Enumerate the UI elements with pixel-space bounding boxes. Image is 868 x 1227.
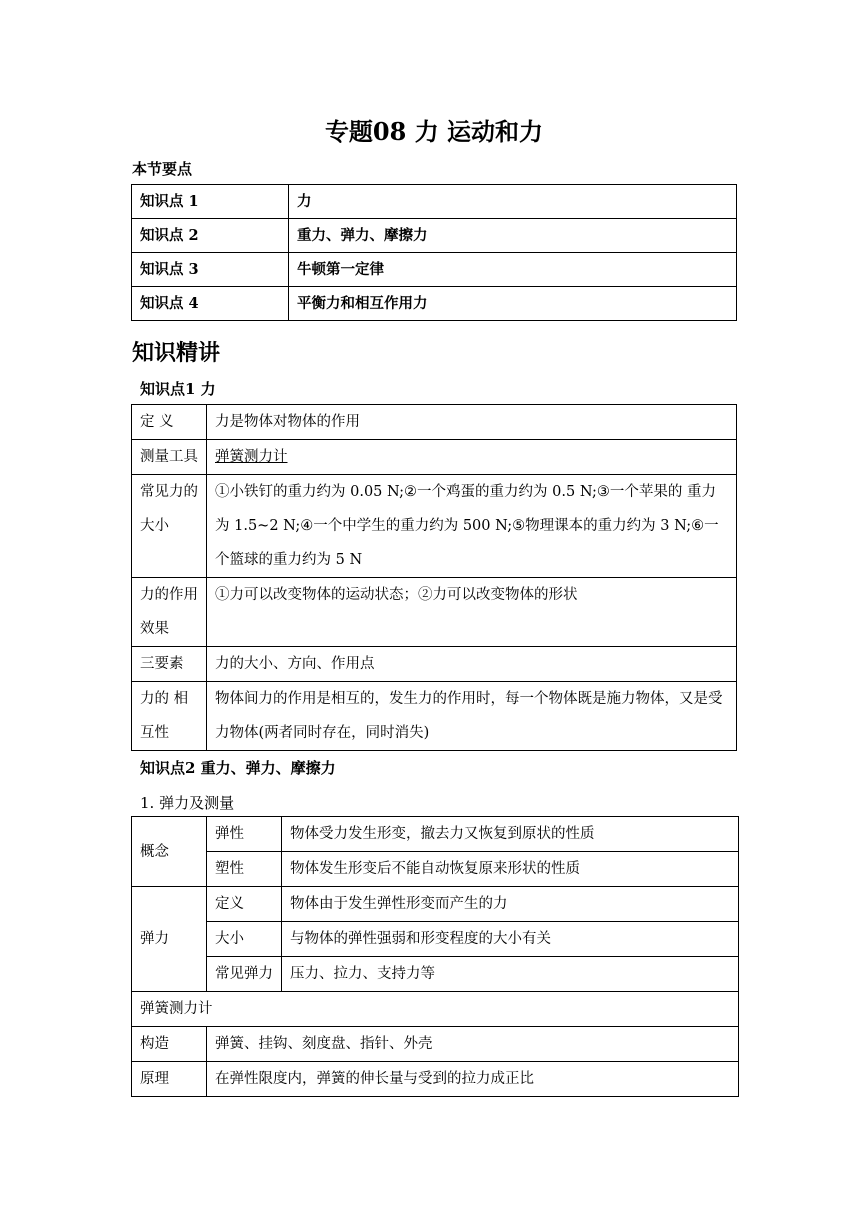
table-row	[132, 817, 739, 852]
elastic-value: 物体由于发生弹性形变而产生的力	[282, 887, 739, 922]
meter-sub-label: 原理	[132, 1062, 207, 1097]
kp1-label: 力的作用效果	[132, 578, 207, 647]
key-point-label: 知识点 1	[132, 185, 289, 219]
elastic-value: 与物体的弹性强弱和形变程度的大小有关	[282, 922, 739, 957]
elastic-sub-label: 常见弹力	[207, 957, 282, 992]
key-point-value: 力	[289, 185, 737, 219]
section-heading: 知识精讲	[132, 340, 221, 366]
key-point-label: 知识点 3	[132, 253, 289, 287]
table-row	[132, 887, 739, 922]
table-row	[132, 992, 739, 1027]
elastic-sub-label: 定义	[207, 887, 282, 922]
concept-sub-label: 塑性	[207, 852, 282, 887]
kp1-value: ①小铁钉的重力约为 0.05 N;②一个鸡蛋的重力约为 0.5 N;③一个苹果的 重力为 1.5~2 N;④一个中学生的重力约为 500 N;⑤物理课本的重力约为 3 N;⑥一个篮球的重力约为 5 N	[207, 475, 737, 578]
table-row	[132, 405, 737, 440]
table-row	[132, 1027, 739, 1062]
kp1-heading: 知识点1 力	[140, 380, 216, 398]
kp1-label: 力的 相互性	[132, 682, 207, 751]
kp1-value: 物体间力的作用是相互的，发生力的作用时，每一个物体既是施力物体，又是受 力物体(两者同时存在，同时消失)	[207, 682, 737, 751]
concept-label: 概念	[132, 817, 207, 887]
page-title: 专题08 力 运动和力	[324, 117, 544, 146]
table-row	[132, 287, 737, 321]
kp1-value: 力是物体对物体的作用	[207, 405, 737, 440]
elastic-force-table	[131, 816, 739, 1097]
table-row	[132, 1062, 739, 1097]
table-row	[132, 647, 737, 682]
table-row	[132, 185, 737, 219]
kp2-heading: 知识点2 重力、弹力、摩擦力	[140, 759, 336, 777]
kp2-subheading: 1. 弹力及测量	[140, 794, 235, 812]
concept-value: 物体受力发生形变，撤去力又恢复到原状的性质	[282, 817, 739, 852]
table-row	[132, 219, 737, 253]
table-row	[132, 475, 737, 578]
meter-label: 弹簧测力计	[132, 992, 739, 1027]
elastic-value: 压力、拉力、支持力等	[282, 957, 739, 992]
table-row	[132, 578, 737, 647]
table-row	[132, 253, 737, 287]
kp1-value: 力的大小、方向、作用点	[207, 647, 737, 682]
table-row	[132, 440, 737, 475]
kp1-label: 测量工具	[132, 440, 207, 475]
concept-value: 物体发生形变后不能自动恢复原来形状的性质	[282, 852, 739, 887]
key-points-table	[131, 184, 737, 321]
table-row	[132, 957, 739, 992]
table-row	[132, 922, 739, 957]
key-point-value: 平衡力和相互作用力	[289, 287, 737, 321]
key-points-heading: 本节要点	[132, 160, 193, 178]
meter-sub-label: 构造	[132, 1027, 207, 1062]
key-point-label: 知识点 2	[132, 219, 289, 253]
meter-value: 在弹性限度内，弹簧的伸长量与受到的拉力成正比	[207, 1062, 739, 1097]
concept-sub-label: 弹性	[207, 817, 282, 852]
kp1-value: ①力可以改变物体的运动状态；②力可以改变物体的形状	[207, 578, 737, 647]
kp1-table	[131, 404, 737, 751]
table-row	[132, 852, 739, 887]
kp1-label: 常见力的大小	[132, 475, 207, 578]
elastic-sub-label: 大小	[207, 922, 282, 957]
key-point-label: 知识点 4	[132, 287, 289, 321]
kp1-value: 弹簧测力计	[215, 449, 288, 465]
key-point-value: 重力、弹力、摩擦力	[289, 219, 737, 253]
table-row	[132, 682, 737, 751]
key-point-value: 牛顿第一定律	[289, 253, 737, 287]
elastic-label: 弹力	[132, 887, 207, 992]
kp1-label: 三要素	[132, 647, 207, 682]
meter-value: 弹簧、挂钩、刻度盘、指针、外壳	[207, 1027, 739, 1062]
kp1-label: 定 义	[132, 405, 207, 440]
